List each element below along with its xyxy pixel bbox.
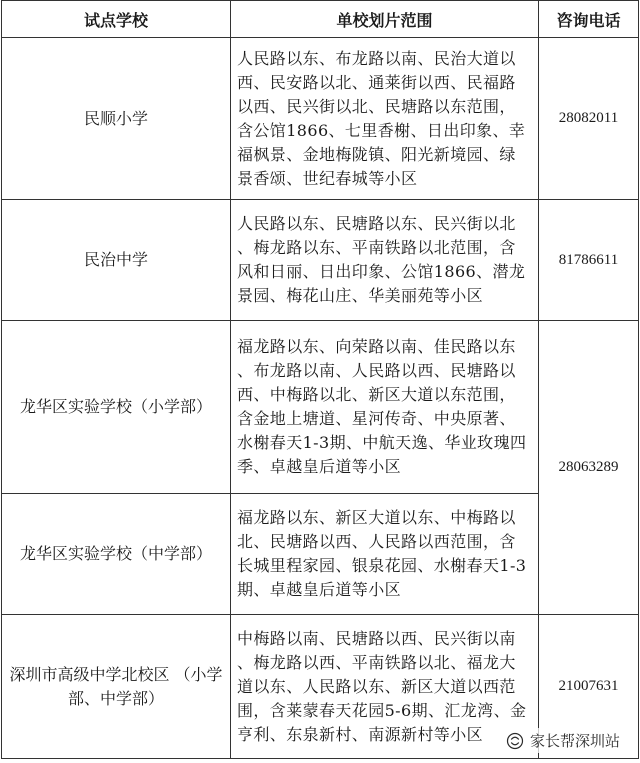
- district-range-cell: [231, 38, 539, 200]
- header-range: 单校划片范围: [231, 1, 539, 38]
- range-line: 亨利、东泉新村、南源新村等小区: [237, 724, 484, 744]
- range-line: 、梅龙路以东、平南铁路以北范围，含: [237, 238, 516, 257]
- school-name: 深圳市高级中学北校区: [9, 664, 170, 684]
- school-name-cell: [2, 321, 231, 494]
- school-name: 民顺小学: [83, 108, 148, 128]
- phone-cell: 81786611: [539, 200, 639, 321]
- school-name-cell: [2, 615, 231, 759]
- range-line: 景园、梅花山庄、华美丽苑等小区: [237, 286, 484, 305]
- school-name-cell: [2, 494, 231, 615]
- school-district-table: [1, 0, 639, 759]
- range-line: 福龙路以东、向荣路以南、佳民路以东: [237, 337, 516, 356]
- wechat-channel-icon: [506, 732, 524, 750]
- range-line: 福龙路以东、新区大道以东、中梅路以: [237, 508, 516, 527]
- school-name: 民治中学: [83, 250, 148, 269]
- range-line: 季、卓越皇后道等小区: [237, 457, 402, 476]
- range-line: 中梅路以南、民塘路以西、民兴街以南: [237, 628, 516, 648]
- table-row: [2, 321, 639, 494]
- header-row: [2, 1, 639, 38]
- range-line: 、梅龙路以西、平南铁路以北、福龙大: [237, 652, 516, 672]
- range-line: 、布龙路以南、人民路以西、民塘路以: [237, 361, 516, 380]
- header-school: 试点学校: [2, 1, 231, 38]
- range-line: 含公馆1866、七里香榭、日出印象、幸: [237, 120, 526, 140]
- school-name-sub: （小学部、中学部）: [67, 664, 223, 708]
- watermark-text: 家长帮深圳站: [529, 732, 620, 750]
- range-line: 长城里程家园、银泉花园、水榭春天1-3: [237, 556, 527, 575]
- district-range-cell: [231, 321, 539, 494]
- range-line: 北、民塘路以西、人民路以西范围，含: [237, 532, 516, 551]
- district-range-cell: [231, 615, 539, 759]
- school-name-cell: [2, 38, 231, 200]
- phone-cell: 28082011: [539, 38, 639, 200]
- range-line: 人民路以东、布龙路以南、民治大道以: [237, 48, 516, 68]
- school-name-cell: [2, 200, 231, 321]
- range-line: 期、卓越皇后道等小区: [237, 580, 402, 599]
- range-line: 以西、民兴街以北、民塘路以东范围，: [237, 96, 516, 116]
- district-range-cell: [231, 200, 539, 321]
- header-phone: 咨询电话: [539, 1, 639, 38]
- range-line: 含金地上塘道、星河传奇、中央原著、: [237, 409, 516, 428]
- watermark: [502, 728, 624, 753]
- range-line: 围，含莱蒙春天花园5-6期、汇龙湾、金: [237, 700, 527, 720]
- range-line: 景香颂、世纪春城等小区: [237, 168, 418, 188]
- range-line: 福枫景、金地梅陇镇、阳光新境园、绿: [237, 144, 516, 164]
- range-line: 道以东、人民路以东、新区大道以西范: [237, 676, 516, 696]
- range-line: 风和日丽、日出印象、公馆1866、潜龙: [237, 262, 526, 281]
- range-line: 人民路以东、民塘路以东、民兴街以北: [237, 214, 516, 233]
- phone-cell: 28063289: [539, 321, 639, 615]
- table-row: [2, 38, 639, 200]
- district-range-cell: [231, 494, 539, 615]
- school-name: 龙华区实验学校（中学部）: [19, 544, 212, 563]
- range-line: 西、民安路以北、通莱街以西、民福路: [237, 72, 516, 92]
- table-row: [2, 200, 639, 321]
- range-line: 西、中梅路以北、新区大道以东范围，: [237, 385, 516, 404]
- phone-cell: 21007631: [539, 615, 639, 759]
- range-line: 水榭春天1-3期、中航天逸、华业玫瑰四: [237, 433, 527, 452]
- school-name: 龙华区实验学校（小学部）: [19, 397, 212, 416]
